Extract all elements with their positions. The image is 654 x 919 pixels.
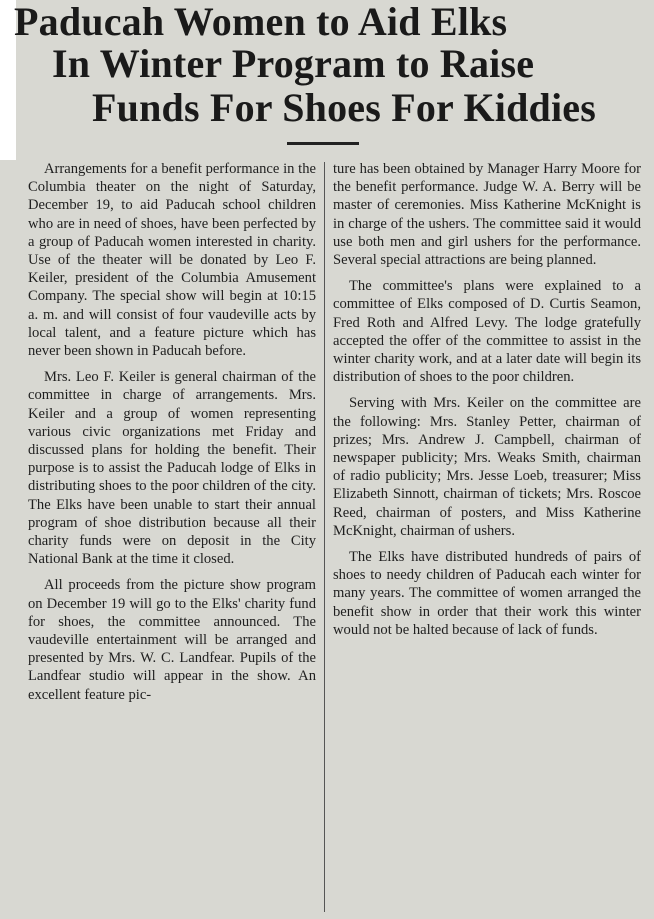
- headline-line-3: Funds For Shoes For Kiddies: [92, 85, 597, 130]
- paragraph: Arrangements for a benefit performance in the Columbia theater on the night of Saturday, December 19, to aid Paducah school children who are in need of shoes, have been perfected by a group of Paducah women interested in charity. Use of the theater will be donated by Leo F. Keiler, president of the Columbia Amusement Company. The special show will begin at 10:15 a. m. and will consist of four vaudeville acts by local talent, and a feature picture which has never been shown in Paducah before.: [28, 161, 316, 360]
- paragraph: Serving with Mrs. Keiler on the committee are the following: Mrs. Stanley Petter, chairman of prizes; Mrs. Andrew J. Campbell, chairman of newspaper publicity; Mrs. Weaks Smith, chairman of radio publicity; Mrs. Jesse Loeb, treasurer; Miss Elizabeth Sinnott, chairman of tickets; Mrs. Roscoe Reed, chairman of posters, and Miss Katherine McKnight, chairman of ushers.: [333, 395, 641, 539]
- paragraph: ture has been obtained by Manager Harry Moore for the benefit performance. Judge W. A. Berry will be master of ceremonies. Miss Katherine McKnight is in charge of the ushers. The committee said it would use both men and girl ushers for the performance. Several special attractions are being planned.: [333, 161, 641, 269]
- headline-rule: [287, 142, 359, 145]
- paragraph: The committee's plans were explained to a committee of Elks composed of D. Curtis Seamon, Fred Roth and Alfred Levy. The lodge gratefully accepted the offer of the committee to assist in the winter charity work, and at a later date will begin its distribution of shoes to the poor children.: [333, 278, 641, 386]
- paragraph: The Elks have distributed hundreds of pairs of shoes to needy children of Paducah each winter for many years. The committee of women arranged the benefit show in order that their work this winter would not be halted because of lack of funds.: [333, 549, 641, 638]
- paragraph: Mrs. Leo F. Keiler is general chairman of the committee in charge of arrangements. Mrs. Keiler and a group of women representing various civic organizations met Friday and discussed plans for holding the benefit. Their purpose is to assist the Paducah lodge of Elks in distributing shoes to the poor children of the city. The Elks have been unable to start their annual program of shoe distribution because all their charity funds were on deposit in the City National Bank at the time it closed.: [28, 369, 316, 568]
- headline-line-1: Paducah Women to Aid Elks: [14, 0, 508, 44]
- left-column: [28, 160, 316, 712]
- paragraph: All proceeds from the picture show program on December 19 will go to the Elks' charity fund for shoes, the committee announced. The vaudeville entertainment will be arranged and presented by Mrs. W. C. Landfear. Pupils of the Landfear studio will appear in the show. An excellent feature pic-: [28, 577, 316, 703]
- headline: [0, 0, 654, 150]
- headline-line-2: In Winter Program to Raise: [52, 41, 535, 86]
- column-divider: [324, 162, 325, 912]
- right-column: [333, 160, 641, 647]
